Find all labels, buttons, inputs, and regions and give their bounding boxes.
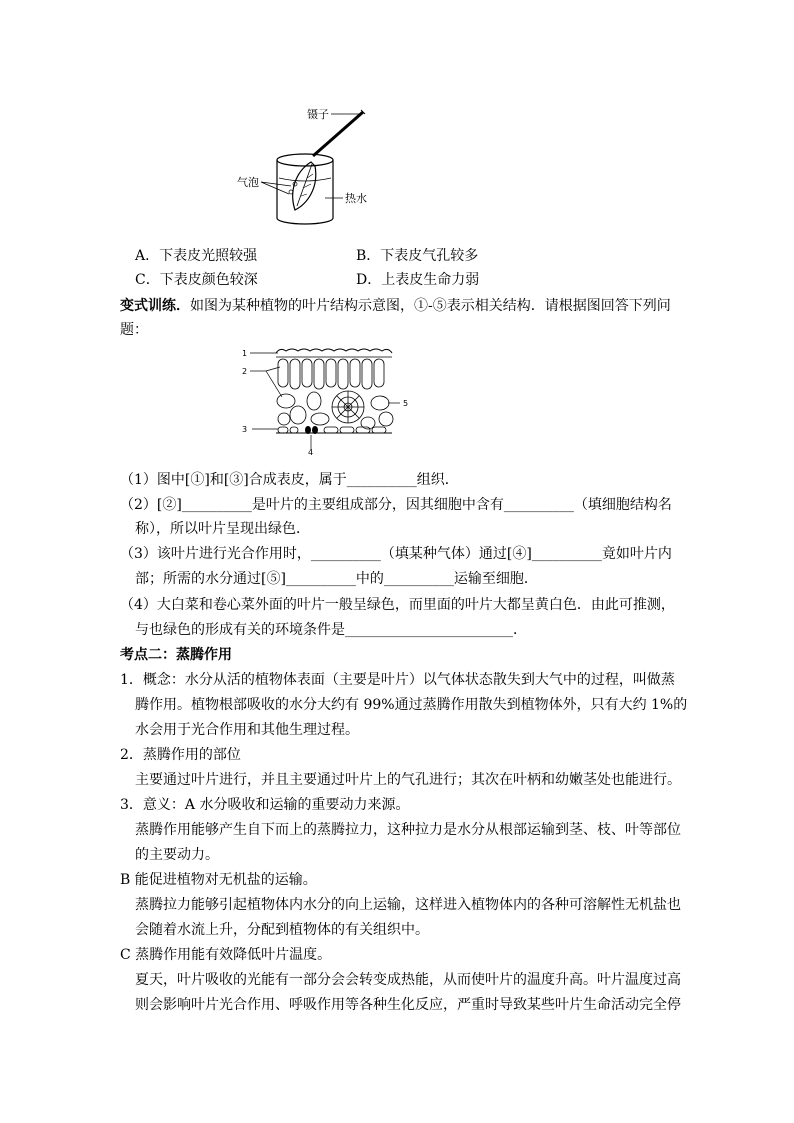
option-c: C．下表皮颜色较深 <box>135 272 258 288</box>
bubbles-label: 气泡 <box>237 176 259 189</box>
point-b-body-line2: 会随着水流上升，分配到植物体的有关组织中。 <box>135 922 429 938</box>
significance-heading: 3．意义：A 水分吸收和运输的重要动力来源。 <box>120 797 410 813</box>
question-2-line2: 称），所以叶片呈现出绿色． <box>135 521 310 537</box>
question-3-line1: （3）该叶片进行光合作用时，__________（填某种气体）通过[④]__________竟如叶片内 <box>120 546 672 562</box>
figure2-label-4: 4 <box>308 448 314 457</box>
concept-line2: 腾作用。植物根部吸收的水分大约有 99%通过蒸腾作用散失到植物体外，只有大约 1%的 <box>135 697 688 713</box>
figure2-label-3: 3 <box>242 425 248 434</box>
significance-body-line1: 蒸腾作用能够产生自下而上的蒸腾拉力，这种拉力是水分从根部运输到茎、枝、叶等部位 <box>135 822 681 838</box>
figure2-label-2: 2 <box>242 367 248 376</box>
hot-water-label: 热水 <box>345 192 367 205</box>
question-1: （1）图中[①]和[③]合成表皮，属于__________组织． <box>120 472 459 488</box>
point-c-body-line2: 则会影响叶片光合作用、呼吸作用等各种生化反应，严重时导致某些叶片生命活动完全停 <box>135 997 681 1013</box>
significance-body-line2: 的主要动力。 <box>135 847 219 863</box>
point-c-heading: C 蒸腾作用能有效降低叶片温度。 <box>120 947 332 963</box>
leaf-in-hot-water-figure <box>235 100 405 240</box>
exercise-heading: 变式训练． <box>120 298 190 314</box>
location-body: 主要通过叶片进行，并且主要通过叶片上的气孔进行；其次在叶柄和幼嫩茎处也能进行。 <box>135 772 681 788</box>
figure2-label-5: 5 <box>403 399 409 408</box>
concept-line1: 1．概念：水分从活的植物体表面（主要是叶片）以气体状态散失到大气中的过程，叫做蒸 <box>120 672 675 688</box>
exercise-intro <box>120 296 671 316</box>
point-b-body-line1: 蒸腾拉力能够引起植物体内水分的向上运输，这样进入植物体内的各种可溶解性无机盐也 <box>135 897 681 913</box>
option-a: A．下表皮光照较强 <box>135 248 258 264</box>
tweezers-label: 镊子 <box>307 108 329 121</box>
leaf-cross-section-figure <box>240 345 415 457</box>
point-c-body-line1: 夏天，叶片吸收的光能有一部分会会转变成热能，从而使叶片的温度升高。叶片温度过高 <box>135 972 681 988</box>
concept-line3: 水会用于光合作用和其他生理过程。 <box>135 722 359 738</box>
question-4-line2: 与也绿色的形成有关的环境条件是________________________． <box>135 622 527 638</box>
option-b: B．下表皮气孔较多 <box>356 248 479 264</box>
section-title: 考点二：蒸腾作用 <box>120 647 232 663</box>
question-2-line1: （2）[②]__________是叶片的主要组成部分，因其细胞中含有__________（填细胞结构名 <box>120 497 672 513</box>
question-3-line2: 部；所需的水分通过[⑤]__________中的__________运输至细胞． <box>135 571 538 587</box>
question-4-line1: （4）大白菜和卷心菜外面的叶片一般呈绿色，而里面的叶片大都呈黄白色．由此可推测， <box>120 597 675 613</box>
location-heading: 2．蒸腾作用的部位 <box>120 747 241 763</box>
figure2-label-1: 1 <box>242 349 248 358</box>
option-d: D．上表皮生命力弱 <box>356 272 480 288</box>
exercise-intro-line1: 如图为某种植物的叶片结构示意图，①-⑤表示相关结构．请根据图回答下列问 <box>190 298 671 314</box>
point-b-heading: B 能促进植物对无机盐的运输。 <box>120 872 317 888</box>
exercise-intro-line2: 题： <box>120 322 148 338</box>
